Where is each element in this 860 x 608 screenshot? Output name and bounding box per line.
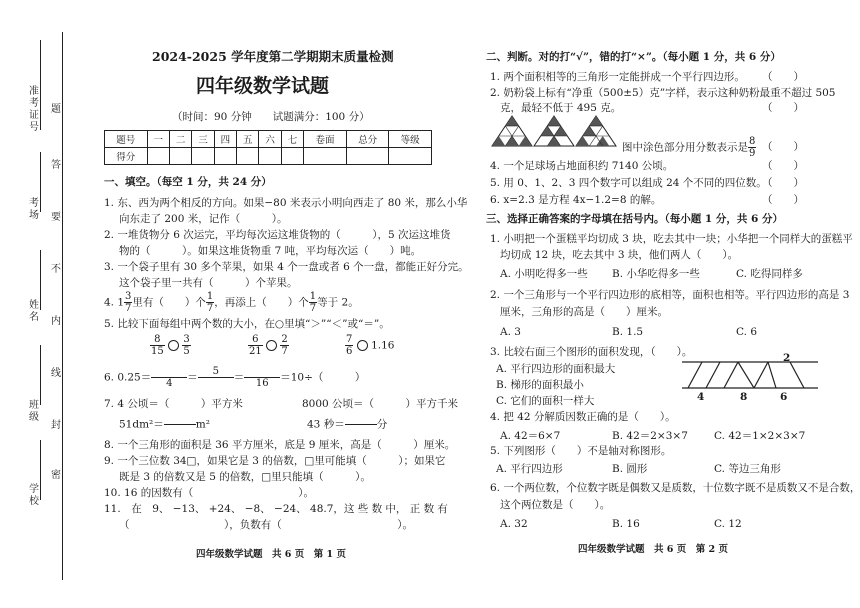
judge-3-text: 图中涂色部分用分数表示是 xyxy=(622,141,748,154)
q7-dm-lead: 51dm²＝ xyxy=(119,418,164,431)
q7-sec-unit: 分 xyxy=(376,418,388,431)
choice-4-option-a[interactable]: A. 42＝6×7 xyxy=(500,430,561,442)
question-11-line-2: （ ），负数有（ ）。 xyxy=(119,519,413,531)
q4-fraction-3-num: 1 xyxy=(309,291,317,302)
binding-line xyxy=(62,32,63,580)
q5-p1-frac-a xyxy=(150,334,165,357)
question-6 xyxy=(104,366,365,389)
score-cell[interactable] xyxy=(237,148,259,165)
q7-fraction-2 xyxy=(345,413,377,436)
figure-label: 8 xyxy=(740,391,748,403)
judge-3-fraction xyxy=(748,136,756,159)
q7-fraction-1 xyxy=(164,413,196,436)
page-footer-right: 四年级数学试题 共 6 页 第 2 页 xyxy=(578,544,728,555)
choice-1-option-a[interactable]: A. 小明吃得多一些 xyxy=(500,268,588,280)
score-cell[interactable] xyxy=(147,148,169,165)
section-3-heading: 三、选择正确答案的字母填在括号内。（每小题 1 分，共 6 分） xyxy=(486,213,783,225)
field-kaochang-line xyxy=(40,152,41,212)
compare-circle[interactable] xyxy=(357,340,368,351)
q6-tail: ＝10÷（ ） xyxy=(280,371,366,384)
choice-6-line-1: 6. 一个两位数，个位数字既是偶数又是质数，十位数字既不是质数又不是合数， xyxy=(490,482,860,494)
choice-6-option-c[interactable]: C. 12 xyxy=(714,518,742,530)
choice-1-option-c[interactable]: C. 吃得同样多 xyxy=(736,268,803,280)
choice-5-option-b[interactable]: B. 圆形 xyxy=(612,463,648,475)
choice-3: 3. 比较右面三个图形的面积发现，（ ）。 xyxy=(490,346,693,358)
question-7-line-1a: 7. 4 公顷＝（ ）平方米 xyxy=(104,398,243,410)
q6-blank[interactable] xyxy=(198,378,234,389)
seal-char: 题 xyxy=(51,104,61,115)
choice-3-option-a[interactable]: A. 平行四边形的面积最大 xyxy=(496,363,616,375)
question-1-line-1: 1. 东、西为两个相反的方向。如果−80 米表示小明向西走了 80 米，那么小华 xyxy=(104,197,468,209)
q5-p2-frac-b-num: 2 xyxy=(281,334,288,345)
compare-circle[interactable] xyxy=(168,340,179,351)
score-table xyxy=(104,130,432,165)
judge-5: 5. 用 0、1、2、3 四个数字可以组成 24 个不同的四位数。 xyxy=(490,177,767,189)
q6-fraction-2 xyxy=(198,366,234,389)
choice-4-option-c[interactable]: C. 42＝1×2×3×7 xyxy=(714,430,806,442)
question-7-line-1b: 8000 公顷＝（ ）平方千米 xyxy=(302,398,459,410)
label-kaohao: 准考证号 xyxy=(29,86,39,133)
judge-3-den: 9 xyxy=(749,148,756,159)
q5-p2-frac-a-num: 6 xyxy=(248,334,263,346)
triangle-figure xyxy=(490,114,618,148)
label-kaochang: 考场 xyxy=(29,198,39,221)
q4-text-2: ，再添上（ ）个 xyxy=(214,296,309,309)
score-cell[interactable] xyxy=(281,148,303,165)
score-row-label: 得分 xyxy=(105,148,148,165)
score-header-cell: 一 xyxy=(147,131,169,148)
q5-pair-1 xyxy=(150,334,191,357)
question-8: 8. 一个三角形的面积是 36 平方厘米，底是 9 厘米，高是（ ）厘米。 xyxy=(104,439,456,451)
score-header-cell: 三 xyxy=(192,131,214,148)
field-xuexiao-line xyxy=(40,440,41,500)
q5-p1-frac-b-den: 5 xyxy=(183,346,190,357)
judge-4: 4. 一个足球场占地面积约 7140 公顷。 xyxy=(490,160,674,172)
judge-6-paren[interactable]: （ ） xyxy=(762,194,804,206)
score-cell[interactable] xyxy=(389,148,432,165)
judge-6: 6. x=2.3 是方程 4x−1.2=8 的解。 xyxy=(490,194,662,206)
choice-6-option-b[interactable]: B. 16 xyxy=(612,518,640,530)
figure-label: 4 xyxy=(697,391,705,403)
score-header-cell: 卷面 xyxy=(304,131,347,148)
label-xingming: 姓名 xyxy=(29,300,39,323)
q6-blank[interactable] xyxy=(244,366,280,378)
q5-p1-frac-b-num: 3 xyxy=(183,334,190,345)
question-1-line-2: 向东走了 200 米，记作（ ）。 xyxy=(119,213,288,225)
judge-2-paren[interactable]: （ ） xyxy=(762,102,804,114)
exam-header: 2024-2025 学年度第二学期期末质量检测 xyxy=(152,49,394,64)
score-table-score-row xyxy=(105,148,432,165)
q5-pair-2 xyxy=(248,334,289,357)
label-banji: 班级 xyxy=(29,400,39,423)
seal-char: 内 xyxy=(51,316,61,327)
choice-4-option-b[interactable]: B. 42＝2×3×7 xyxy=(612,430,688,442)
q5-p2-frac-a-den: 21 xyxy=(249,346,262,357)
seal-char: 要 xyxy=(51,212,61,223)
judge-3-paren[interactable]: （ ） xyxy=(762,141,804,153)
q4-fraction-3 xyxy=(309,291,317,314)
seal-char: 不 xyxy=(51,264,61,275)
choice-4: 4. 把 42 分解质因数正确的是（ ）。 xyxy=(490,411,676,423)
judge-1: 1. 两个面积相等的三角形一定能拼成一个平行四边形。 xyxy=(490,71,745,83)
score-cell[interactable] xyxy=(214,148,236,165)
q4-fraction-2-num: 1 xyxy=(206,291,214,302)
judge-1-paren[interactable]: （ ） xyxy=(762,71,804,83)
q6-fraction-3-den: 16 xyxy=(255,378,269,389)
q5-p3-frac-a-num: 7 xyxy=(346,334,353,345)
shape-outlines xyxy=(688,362,804,388)
choice-2-line-1: 2. 一个三角形与一个平行四边形的底相等，面积也相等。平行四边形的高是 3 xyxy=(490,289,850,301)
q5-p3-frac-a-den: 6 xyxy=(346,346,353,357)
q6-lead: 6. 0.25＝ xyxy=(104,371,152,384)
choice-3-option-c[interactable]: C. 它们的面积一样大 xyxy=(496,395,595,407)
q5-p2-frac-b xyxy=(280,334,288,357)
q6-eq: ＝ xyxy=(187,371,198,384)
q4-fraction-1-den: 7 xyxy=(125,303,132,314)
q5-p1-frac-a-num: 8 xyxy=(150,334,165,346)
judge-2-line-1: 2. 奶粉袋上标有“净重（500±5）克”字样，表示这种奶粉最重不超过 505 xyxy=(490,87,836,99)
judge-5-paren[interactable]: （ ） xyxy=(762,177,804,189)
exam-meta: （时间：90 分钟 试题满分：100 分） xyxy=(172,111,370,123)
q7-blank[interactable] xyxy=(345,413,377,425)
q6-fraction-1-den: 4 xyxy=(166,378,173,389)
score-cell[interactable] xyxy=(192,148,214,165)
choice-1-line-2: 均切成 12 块，吃去其中 3 块，他们两人（ ）。 xyxy=(500,249,739,261)
q5-p1-frac-a-den: 15 xyxy=(151,346,164,357)
choice-2-option-c[interactable]: C. 6 xyxy=(736,326,758,338)
q4-lead: 4. 1 xyxy=(104,296,125,309)
question-3-line-1: 3. 一个袋子里有 30 多个苹果，如果 4 个一盘或者 6 个一盘，都能正好分完。 xyxy=(104,261,469,273)
page-title: 四年级数学试题 xyxy=(196,75,330,97)
label-xuexiao: 学校 xyxy=(29,484,39,507)
question-5: 5. 比较下面每组中两个数的大小，在○里填“＞”“＜”或“＝”。 xyxy=(104,318,390,330)
figure-label: 6 xyxy=(780,391,788,403)
score-header-cell: 七 xyxy=(281,131,303,148)
q5-p3-frac-a xyxy=(345,334,353,357)
score-header-cell: 题号 xyxy=(105,131,148,148)
seal-char: 密 xyxy=(51,470,61,481)
choice-6-option-a[interactable]: A. 32 xyxy=(500,518,528,530)
question-11-line-1: 11. 在 9、 −13、 +24、 −8、 −24、 48.7，这 些 数 中， 正 数 有 xyxy=(104,503,448,515)
choice-3-option-b[interactable]: B. 梯形的面积最小 xyxy=(496,379,584,391)
score-cell[interactable] xyxy=(304,148,347,165)
question-2-line-1: 2. 一堆货物分 6 次运完，平均每次运这堆货物的（ ），5 次运这堆货 xyxy=(104,229,451,241)
q4-text-3: 等于 2。 xyxy=(317,296,359,309)
question-7-line-2a xyxy=(119,413,210,436)
q7-sec-lead: 43 秒＝ xyxy=(307,418,345,431)
seal-char: 答 xyxy=(51,160,61,171)
score-header-cell: 四 xyxy=(214,131,236,148)
choice-2-option-a[interactable]: A. 3 xyxy=(500,326,521,338)
choice-1-option-b[interactable]: B. 小华吃得多一些 xyxy=(612,268,700,280)
q6-blank[interactable] xyxy=(151,366,187,378)
score-header-cell: 等级 xyxy=(389,131,432,148)
choice-2-line-2: 厘米，三角形的高是（ ）厘米。 xyxy=(500,306,668,318)
seal-char: 封 xyxy=(51,420,61,431)
q4-fraction-3-den: 7 xyxy=(309,303,317,314)
question-9-line-1: 9. 一个三位数 34□，如果它是 3 的倍数，□里可能填（ ）；如果它 xyxy=(104,455,446,467)
score-header-cell: 五 xyxy=(237,131,259,148)
compare-circle[interactable] xyxy=(266,340,277,351)
choice-1-line-1: 1. 小明把一个蛋糕平均切成 3 块，吃去其中一块；小华把一个同样大的蛋糕平 xyxy=(490,233,853,245)
q7-blank[interactable] xyxy=(164,413,196,425)
choice-5-option-a[interactable]: A. 平行四边形 xyxy=(496,463,563,475)
field-kaohao-line xyxy=(40,40,41,130)
choice-6-line-2: 这个两位数是（ ）。 xyxy=(500,499,611,511)
binding-strip xyxy=(0,0,70,608)
q5-p3-number: 1.16 xyxy=(371,339,395,352)
question-4 xyxy=(104,291,359,314)
q4-text-1: 里有（ ）个 xyxy=(132,296,206,309)
choice-5-option-c[interactable]: C. 等边三角形 xyxy=(714,463,781,475)
score-table-header-row xyxy=(105,131,432,148)
q4-fraction-2-den: 7 xyxy=(206,303,214,314)
score-header-cell: 二 xyxy=(169,131,191,148)
seal-char: 线 xyxy=(51,368,61,379)
q6-fraction-2-num: 5 xyxy=(198,366,234,378)
q7-blank[interactable] xyxy=(164,425,196,436)
page-footer-left: 四年级数学试题 共 6 页 第 1 页 xyxy=(196,549,346,560)
q6-fraction-1 xyxy=(151,366,187,389)
question-3-line-2: 这个袋子里一共有（ ）个苹果。 xyxy=(119,277,298,289)
score-cell[interactable] xyxy=(346,148,389,165)
q5-p1-frac-b xyxy=(182,334,190,357)
q5-p2-frac-b-den: 7 xyxy=(281,346,288,357)
q6-eq: ＝ xyxy=(233,371,245,384)
question-7-line-2b xyxy=(307,413,387,436)
q7-blank[interactable] xyxy=(345,425,377,436)
q4-fraction-1-num: 3 xyxy=(125,291,132,302)
q7-unit: m² xyxy=(195,418,210,431)
field-banji-line xyxy=(40,345,41,405)
score-header-cell: 六 xyxy=(259,131,281,148)
question-10: 10. 16 的因数有（ ）。 xyxy=(104,487,314,499)
score-cell[interactable] xyxy=(259,148,281,165)
field-xingming-line xyxy=(40,250,41,310)
q6-fraction-3 xyxy=(244,366,280,389)
section-2-heading: 二、判断。对的打“√”，错的打“×”。（每小题 1 分，共 6 分） xyxy=(486,51,781,63)
judge-3 xyxy=(622,136,756,159)
figure-label: 2 xyxy=(783,352,791,364)
question-2-line-2: 物的（ ）。如果这堆货物重 7 吨，平均每次运（ ）吨。 xyxy=(119,245,422,257)
choice-2-option-b[interactable]: B. 1.5 xyxy=(612,326,644,338)
question-9-line-2: 既是 3 的倍数又是 5 的倍数，□里只能填（ ）。 xyxy=(119,471,371,483)
judge-3-num: 8 xyxy=(749,136,756,147)
q5-p2-frac-a xyxy=(248,334,263,357)
score-header-cell: 总分 xyxy=(346,131,389,148)
choice-5: 5. 下列图形（ ）不是轴对称图形。 xyxy=(490,445,672,457)
score-cell[interactable] xyxy=(169,148,191,165)
section-1-heading: 一、填空。（每空 1 分，共 24 分） xyxy=(104,176,272,188)
judge-4-paren[interactable]: （ ） xyxy=(762,160,804,172)
q5-pair-3 xyxy=(345,334,394,357)
judge-2-line-2: 克，最轻不低于 495 克。 xyxy=(500,102,622,114)
